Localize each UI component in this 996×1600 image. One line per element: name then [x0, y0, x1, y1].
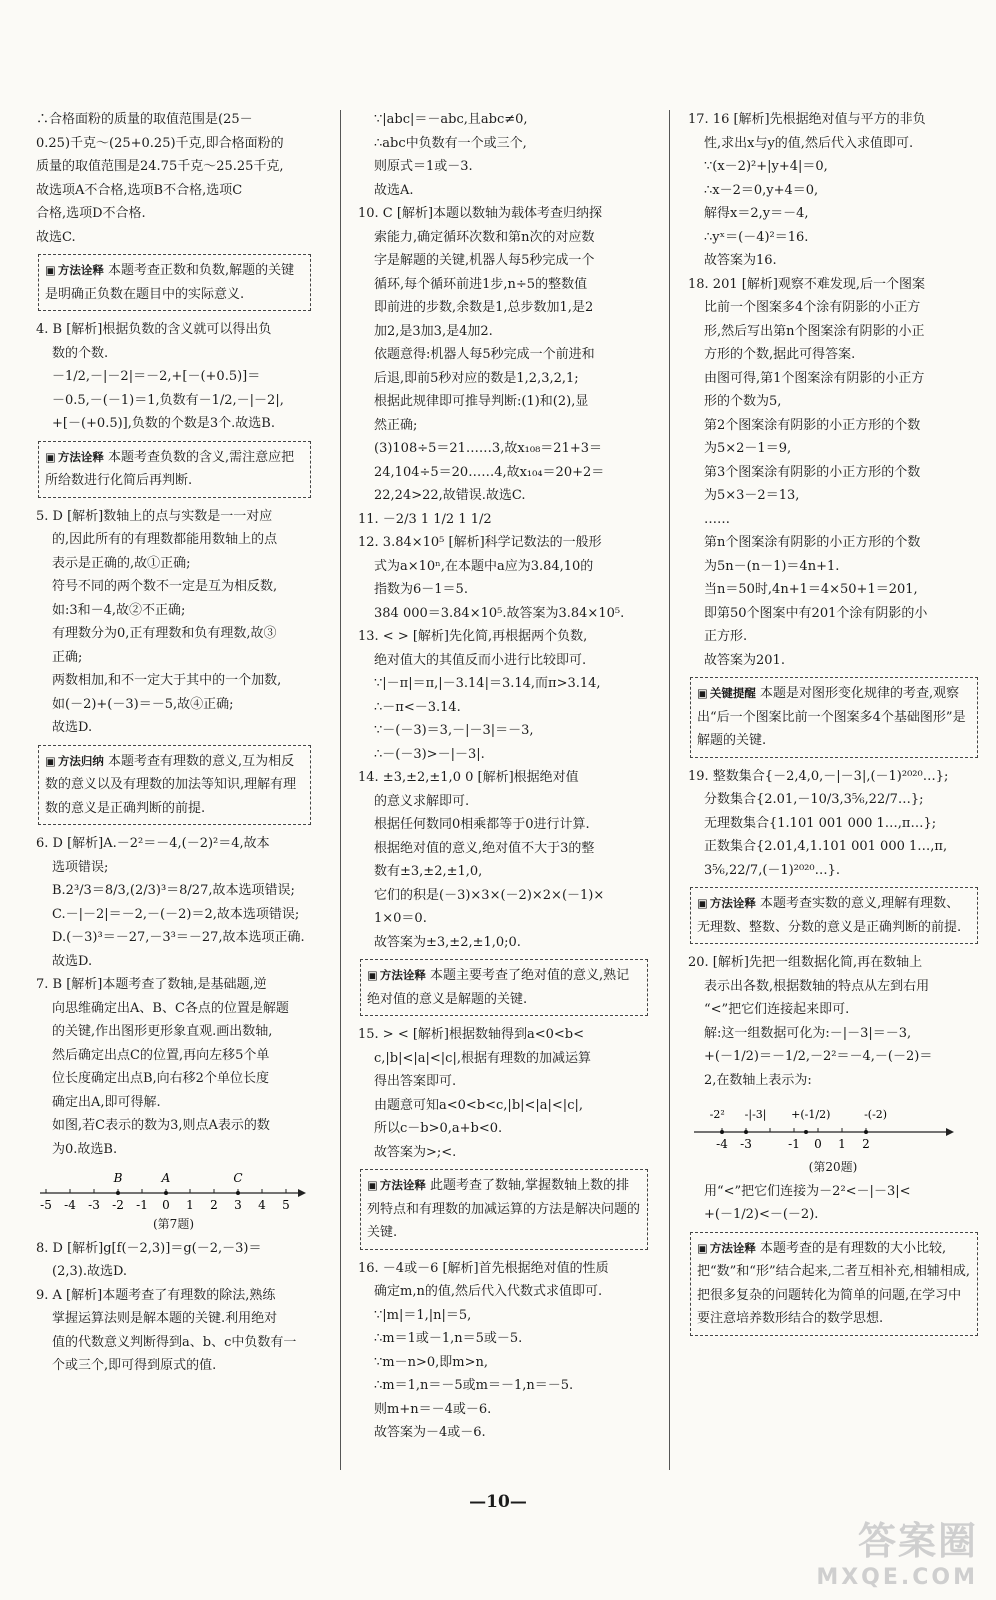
method-note-box — [38, 441, 311, 498]
text-line: 9. A [解析]本题考查了有理数的除法,熟练 — [36, 1287, 276, 1303]
text-line: 确定m,n的值,然后代入代数式求值即可. — [374, 1284, 603, 1299]
figure-caption: (第20题) — [808, 1160, 858, 1174]
text-line: 绝对值大的其值反而小进行比较即可. — [374, 652, 587, 668]
text-line: ∵|－π|＝π,|－3.14|＝3.14,而π>3.14, — [374, 676, 601, 691]
note-text: 本题考查实数的意义,理解有理数、无理数、整数、分数的意义是正确判断的前提. — [697, 896, 962, 935]
tick-label: 4 — [258, 1198, 266, 1211]
text-line: 然正确; — [374, 417, 418, 433]
point-label: -2² — [709, 1108, 725, 1121]
text-line: 为5×3－2＝13, — [704, 488, 800, 503]
text-line: (3)108÷5＝21……3,故x₁₀₈＝21+3＝ — [374, 441, 603, 456]
text-line: 值的代数意义判断得到a、b、c中负数有一 — [52, 1334, 297, 1350]
point-mark — [744, 1130, 748, 1134]
text-line: 0.25)千克～(25+0.25)千克,即合格面粉的 — [36, 135, 284, 151]
text-line: ∴x－2＝0,y+4＝0, — [704, 182, 819, 198]
text-line: 符号不同的两个数不一定是互为相反数, — [52, 579, 278, 594]
text-line: 20. [解析]先把一组数据化简,再在数轴上 — [688, 955, 923, 970]
tick-label: -3 — [740, 1137, 752, 1151]
tick-label: -1 — [788, 1137, 800, 1151]
note-text: 本题考查正数和负数,解题的关键是明确正负数在题目中的实际意义. — [45, 263, 295, 302]
tick-label: 3 — [234, 1198, 242, 1211]
text-line: +(－1/2)<－(－2). — [704, 1207, 819, 1222]
text-line: 18. 201 [解析]观察不难发现,后一个图案 — [688, 276, 926, 292]
note-text: 本题考查有理数的意义,互为相反数的意义以及有理数的加法等知识,理解有理数的意义是正确判断的前提. — [45, 753, 297, 816]
method-note-box — [690, 1232, 978, 1336]
text-line: 如(－2)+(－3)＝－5,故④正确; — [52, 696, 234, 712]
text-line: 有理数分为0,正有理数和负有理数,故③ — [52, 626, 277, 641]
method-note-box — [360, 959, 648, 1016]
text-line: ∴yˣ＝(－4)²＝16. — [704, 229, 809, 245]
note-tag: ▣ 方法诠释 — [45, 263, 104, 277]
text-line: 19. 整数集合{－2,4,0,－|－3|,(－1)²⁰²⁰…}; — [688, 768, 949, 784]
text-line: 字是解题的关键,机器人每5秒完成一个 — [374, 253, 595, 268]
text-line: 第3个图案涂有阴影的小正方形的个数 — [704, 464, 921, 480]
text-line: ∴－π<－3.14. — [374, 699, 461, 715]
text-line: 向思维确定出A、B、C各点的位置是解题 — [52, 1000, 289, 1016]
text-line: D.(－3)³＝－27,－3³＝－27,故本选项正确. — [52, 930, 305, 945]
text-line: 4. B [解析]根据负数的含义就可以得出负 — [36, 322, 272, 337]
text-line: ∴m＝1,n＝－5或m＝－1,n＝－5. — [374, 1378, 574, 1393]
text-line: 两数相加,和不一定大于其中的一个加数, — [52, 673, 282, 688]
method-note-box — [38, 745, 311, 826]
tick-label: -3 — [88, 1198, 100, 1211]
note-text: 本题是对图形变化规律的考查,观察出“后一个图案比前一个图案多4个基础图形”是解题的关键. — [697, 686, 966, 748]
page-number: —10— — [469, 1492, 527, 1512]
text-line: 故选D. — [52, 953, 93, 969]
text-line: 10. C [解析]本题以数轴为载体考查归纳探 — [358, 206, 603, 221]
text-line: 正方形. — [704, 629, 748, 644]
text-line: 由题意可知a<0<b<c,|b|<|a|<|c|, — [374, 1097, 583, 1113]
text-line: 正数集合{2.01,4,1.101 001 000 1…,π, — [704, 839, 948, 854]
text-line: 第n个图案涂有阴影的小正方形的个数 — [704, 535, 921, 550]
note-text: 本题主要考查了绝对值的意义,熟记绝对值的意义是解题的关键. — [367, 968, 630, 1007]
text-line: 分数集合{2.01,－10/3,3⅚,22/7…}; — [704, 792, 924, 807]
text-line: 16. －4或－6 [解析]首先根据绝对值的性质 — [358, 1260, 609, 1276]
tick-label: -4 — [716, 1137, 728, 1151]
text-line: 5. D [解析]数轴上的点与实数是一一对应 — [36, 508, 273, 524]
text-line: 15. > < [解析]根据数轴得到a<0<b< — [358, 1027, 585, 1042]
text-line: ∵|abc|＝－abc,且abc≠0, — [374, 112, 528, 127]
tick-label: -5 — [40, 1198, 52, 1211]
text-line: 7. B [解析]本题考查了数轴,是基础题,逆 — [36, 977, 267, 992]
column-2 — [358, 108, 648, 1445]
text-line: 故答案为±3,±2,±1,0;0. — [374, 934, 521, 950]
text-line: ∵(x－2)²+|y+4|＝0, — [704, 159, 828, 174]
point-label: A — [161, 1171, 171, 1185]
text-line: ∵m－n>0,即m>n, — [374, 1354, 488, 1370]
tick-label: -4 — [64, 1198, 76, 1211]
point-mark — [720, 1130, 724, 1134]
point-label: -(-2) — [864, 1108, 888, 1121]
point-label: C — [233, 1171, 243, 1185]
text-line: 则原式＝1或－3. — [374, 159, 473, 174]
note-tag: ▣ 方法归纳 — [45, 754, 104, 768]
point-mark — [236, 1191, 240, 1195]
number-line-figure-20 — [688, 1098, 958, 1154]
figure-caption: (第7题) — [153, 1217, 194, 1231]
text-line: 后退,即前5秒对应的数是1,2,3,2,1; — [374, 370, 579, 386]
text-line: 根据绝对值的意义,绝对值不大于3的整 — [374, 840, 595, 856]
text-line: 得出答案即可. — [374, 1074, 457, 1089]
point-label: +(-1/2) — [791, 1108, 831, 1121]
text-line: 故选C. — [36, 229, 76, 245]
note-tag: ▣ 方法诠释 — [367, 968, 426, 982]
text-line: 如图,若C表示的数为3,则点A表示的数 — [52, 1118, 270, 1133]
text-line: ∴合格面粉的质量的取值范围是(25－ — [36, 112, 253, 127]
note-tag: ▣ 方法诠释 — [45, 450, 104, 464]
point-label: -|-3| — [744, 1108, 767, 1121]
tick-label: 0 — [814, 1137, 822, 1151]
text-line: 加2,是3加3,是4加2. — [374, 323, 493, 339]
text-line: 故选项A不合格,选项B不合格,选项C — [36, 182, 243, 198]
text-line: …… — [704, 511, 730, 527]
column-1 — [36, 108, 311, 1378]
text-line: 即第50个图案中有201个涂有阴影的小 — [704, 605, 928, 621]
text-line: 13. < > [解析]先化简,再根据两个负数, — [358, 629, 588, 644]
tick-label: -2 — [112, 1198, 124, 1211]
point-mark — [804, 1130, 808, 1134]
text-line: c,|b|<|a|<|c|,根据有理数的加减运算 — [374, 1050, 591, 1066]
watermark — [816, 1510, 978, 1590]
text-line: 故答案为201. — [704, 652, 785, 668]
text-line: 比前一个图案多4个涂有阴影的小正方 — [704, 300, 921, 315]
text-line: 8. D [解析]g[f(－2,3)]＝g(－2,－3)＝ — [36, 1240, 262, 1256]
text-line: 当n＝50时,4n+1＝4×50+1＝201, — [704, 582, 918, 597]
text-line: 3⅚,22/7,(－1)²⁰²⁰…}. — [704, 862, 840, 878]
text-line: 则m+n＝－4或－6. — [374, 1401, 492, 1417]
text-line: ∴m＝1或－1,n＝5或－5. — [374, 1331, 523, 1346]
text-line: 循环,每个循环前进1步,n÷5的整数值 — [374, 276, 588, 292]
text-line: 为5×2－1＝9, — [704, 441, 792, 456]
text-line: 第2个图案涂有阴影的小正方形的个数 — [704, 417, 921, 433]
text-line: 为0.故选B. — [52, 1141, 118, 1157]
text-line: 正确; — [52, 649, 83, 665]
text-line: 索能力,确定循环次数和第n次的对应数 — [374, 229, 595, 245]
text-line: 质量的取值范围是24.75千克～25.25千克, — [36, 159, 284, 174]
text-line: 24,104÷5＝20……4,故x₁₀₄＝20+2＝ — [374, 464, 605, 480]
text-line: C.－|－2|＝－2,－(－2)＝2,故本选项错误; — [52, 906, 300, 922]
text-line: ∴－(－3)>－|－3|. — [374, 746, 485, 762]
text-line: 故选A. — [374, 182, 414, 198]
text-line: 解得x＝2,y＝－4, — [704, 206, 809, 221]
note-tag: ▣ 关键提醒 — [697, 686, 756, 700]
text-line: 6. D [解析]A.－2²＝－4,(－2)²＝4,故本 — [36, 836, 270, 851]
column-divider — [669, 110, 670, 1470]
text-line: 形,然后写出第n个图案涂有阴影的小正 — [704, 323, 925, 339]
text-line: 12. 3.84×10⁵ [解析]科学记数法的一般形 — [358, 535, 602, 550]
text-line: 2,在数轴上表示为: — [704, 1072, 812, 1088]
text-line: +[－(+0.5)],负数的个数是3个.故选B. — [52, 416, 275, 431]
text-line: 的,因此所有的有理数都能用数轴上的点 — [52, 532, 278, 547]
text-line: 表示是正确的,故①正确; — [52, 555, 191, 571]
text-line: B.2³/3＝8/3,(2/3)³＝8/27,故本选项错误; — [52, 883, 295, 898]
tick-label: 0 — [162, 1198, 170, 1211]
text-line: 即前进的步数,余数是1,总步数加1,是2 — [374, 300, 594, 315]
text-line: 11. －2/3 1 1/2 1 1/2 — [358, 511, 492, 527]
note-text: 此题考查了数轴,掌握数轴上数的排列特点和有理数的加减运算的方法是解决问题的关键. — [367, 1178, 641, 1240]
text-line: 然后确定出点C的位置,再向左移5个单 — [52, 1047, 270, 1063]
text-line: 无理数集合{1.101 001 000 1…,π…}; — [704, 815, 937, 831]
text-line: 为5n－(n－1)＝4n+1. — [704, 558, 840, 574]
text-line: 选项错误; — [52, 859, 109, 875]
method-note-box — [38, 254, 311, 311]
text-line: 17. 16 [解析]先根据绝对值与平方的非负 — [688, 112, 926, 127]
text-line: 位长度确定出点B,向右移2个单位长度 — [52, 1071, 269, 1086]
text-line: “<”把它们连接起来即可. — [704, 1002, 850, 1017]
text-line: 故选D. — [52, 720, 93, 735]
tick-label: -1 — [136, 1198, 148, 1211]
text-line: 根据任何数同0相乘都等于0进行计算. — [374, 817, 590, 832]
text-line: 依题意得:机器人每5秒完成一个前进和 — [374, 347, 595, 362]
text-line: 它们的积是(－3)×3×(－2)×2×(－1)× — [374, 887, 605, 903]
tick-label: 2 — [862, 1137, 870, 1151]
text-line: －1/2,－|－2|＝－2,+[－(+0.5)]＝ — [52, 369, 261, 384]
text-line: (2,3).故选D. — [52, 1264, 128, 1279]
text-line: 用“<”把它们连接为－2²<－|－3|< — [704, 1183, 911, 1199]
text-line: 式为a×10ⁿ,在本题中a应为3.84,10的 — [374, 558, 594, 574]
text-line: 14. ±3,±2,±1,0 0 [解析]根据绝对值 — [358, 770, 579, 785]
note-text: 本题考查负数的含义,需注意应把所给数进行化简后再判断. — [45, 449, 295, 488]
number-line-figure-7 — [36, 1167, 306, 1211]
text-line: 指数为6－1＝5. — [374, 582, 468, 597]
note-text: 本题考查的是有理数的大小比较,把“数”和“形”结合起来,二者互相补充,相辅相成,把很多复杂的问题转化为简单的问题,在学习中要注意培养数形结合的数学思想. — [697, 1240, 970, 1326]
text-line: 方形的个数,据此可得答案. — [704, 347, 856, 362]
text-line: －0.5,－(－1)＝1,负数有－1/2,－|－2|, — [52, 392, 284, 408]
note-tag: ▣ 方法诠释 — [697, 896, 756, 910]
text-line: 形的个数为5, — [704, 394, 782, 409]
text-line: 的意义求解即可. — [374, 793, 470, 809]
point-label: B — [113, 1171, 123, 1185]
text-line: 个或三个,即可得到原式的值. — [52, 1358, 217, 1373]
text-line: 故答案为>;<. — [374, 1144, 457, 1160]
point-mark — [116, 1191, 120, 1195]
note-tag: ▣ 方法诠释 — [367, 1178, 426, 1192]
tick-label: 1 — [838, 1137, 846, 1151]
text-line: 1×0＝0. — [374, 911, 427, 926]
key-reminder-box — [690, 677, 978, 758]
text-line: 合格,选项D不合格. — [36, 206, 146, 221]
column-divider — [340, 110, 341, 1470]
text-line: 掌握运算法则是解本题的关键.利用绝对 — [52, 1311, 278, 1326]
text-line: 根据此规律即可推导判断:(1)和(2),显 — [374, 394, 589, 409]
text-line: 解:这一组数据可化为:－|－3|＝－3, — [704, 1025, 912, 1041]
text-line: 表示出各数,根据数轴的特点从左到右用 — [704, 978, 930, 994]
tick-label: 1 — [186, 1198, 194, 1211]
text-line: 如:3和－4,故②不正确; — [52, 602, 186, 618]
text-line: ∵|m|＝1,|n|＝5, — [374, 1307, 472, 1323]
text-line: 的关键,作出图形更形象直观.画出数轴, — [52, 1024, 273, 1039]
text-line: 故答案为16. — [704, 253, 777, 268]
text-line: 384 000＝3.84×10⁵.故答案为3.84×10⁵. — [374, 605, 625, 621]
text-line: 22,24>22,故错误.故选C. — [374, 488, 526, 503]
text-line: 数的个数. — [52, 345, 109, 361]
text-line: 确定出A,即可得解. — [52, 1094, 161, 1110]
text-line: +(－1/2)＝－1/2,－2²＝－4,－(－2)＝ — [704, 1049, 933, 1064]
text-line: ∵－(－3)＝3,－|－3|＝－3, — [374, 723, 534, 738]
text-line: 数有±3,±2,±1,0, — [374, 864, 483, 879]
note-tag: ▣ 方法诠释 — [697, 1241, 756, 1255]
text-line: ∴abc中负数有一个或三个, — [374, 135, 527, 151]
text-line: 故答案为－4或－6. — [374, 1425, 486, 1440]
tick-label: 5 — [282, 1198, 290, 1211]
column-3 — [688, 108, 978, 1343]
tick-label: 2 — [210, 1198, 218, 1211]
point-mark — [164, 1191, 168, 1195]
watermark-logo-text: 答案圈 — [857, 1519, 978, 1563]
text-line: 性,求出x与y的值,然后代入求值即可. — [704, 135, 914, 151]
method-note-box — [690, 887, 978, 944]
method-note-box — [360, 1169, 648, 1250]
point-mark — [864, 1130, 868, 1134]
watermark-url: MXQE.COM — [816, 1565, 978, 1590]
text-line: 所以c－b>0,a+b<0. — [374, 1121, 503, 1136]
text-line: 由图可得,第1个图案涂有阴影的小正方 — [704, 370, 925, 386]
